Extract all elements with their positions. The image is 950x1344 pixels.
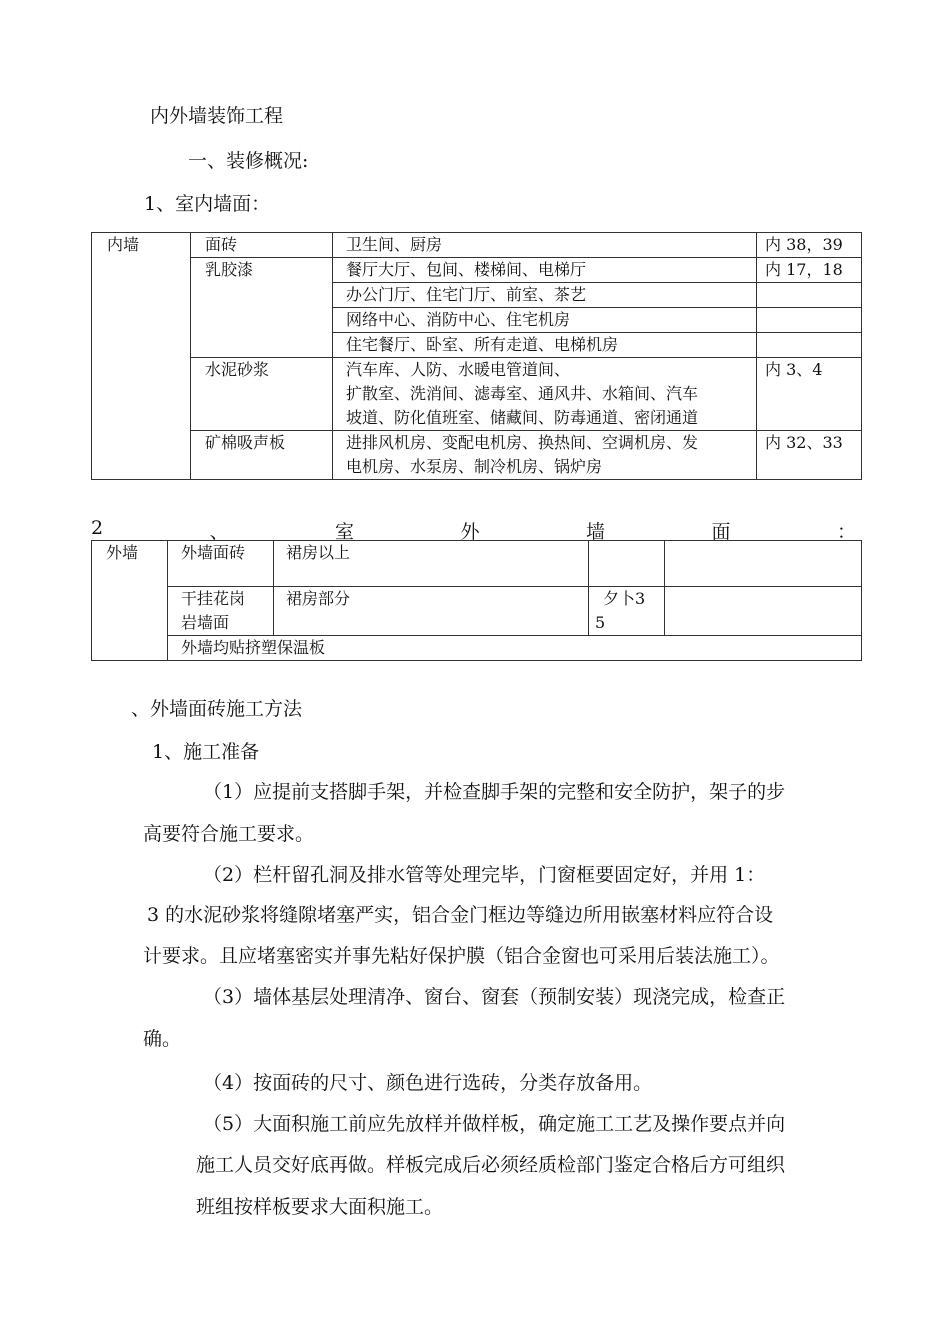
category-cell: 内墙 bbox=[92, 233, 191, 480]
paragraph-line: 高要符合施工要求。 bbox=[143, 823, 315, 845]
document-title: 内外墙装饰工程 bbox=[150, 105, 284, 127]
location-line: 汽车库、人防、水暖电管道间、 bbox=[346, 360, 571, 379]
heading-char: 外 bbox=[460, 521, 480, 543]
heading-char: 、 bbox=[209, 521, 229, 543]
paragraph-line: 3 的水泥砂浆将缝隙堵塞严实，铝合金门框边等缝边所用嵌塞材料应符合设 bbox=[147, 904, 774, 926]
reference-cell: 内 32、33 bbox=[757, 431, 862, 480]
section-heading-method: 、外墙面砖施工方法 bbox=[131, 698, 303, 720]
location-cell: 卫生间、厨房 bbox=[333, 233, 757, 258]
reference-cell bbox=[757, 333, 862, 358]
reference-line: 夕卜3 bbox=[603, 589, 646, 608]
reference-cell bbox=[589, 541, 665, 587]
location-cell: 裙房以上 bbox=[274, 541, 589, 587]
heading-char: 2 bbox=[91, 517, 104, 539]
paragraph-line: 确。 bbox=[143, 1028, 182, 1050]
material-cell: 乳胶漆 bbox=[191, 258, 333, 358]
location-cell: 餐厅大厅、包间、楼梯间、电梯厅 bbox=[333, 258, 757, 283]
location-line: 扩散室、洗消间、滤毒室、通风井、水箱间、汽车 bbox=[346, 384, 699, 403]
reference-line: 5 bbox=[595, 613, 606, 632]
material-cell: 外墙面砖 bbox=[168, 541, 274, 587]
reference-cell bbox=[757, 308, 862, 333]
location-cell: 网络中心、消防中心、住宅机房 bbox=[333, 308, 757, 333]
extra-cell bbox=[665, 587, 862, 636]
location-cell bbox=[333, 431, 757, 480]
reference-cell: 内 38，39 bbox=[757, 233, 862, 258]
paragraph-line: 计要求。且应堵塞密实并事先粘好保护膜（铝合金窗也可采用后装法施工）。 bbox=[143, 945, 780, 967]
location-line: 坡道、防化值班室、储藏间、防毒通道、密闭通道 bbox=[346, 408, 699, 427]
location-cell: 住宅餐厅、卧室、所有走道、电梯机房 bbox=[333, 333, 757, 358]
location-line: 电机房、水泵房、制冷机房、锅炉房 bbox=[346, 457, 603, 476]
section-heading-overview: 一、装修概况: bbox=[188, 150, 309, 172]
paragraph-line: （3）墙体基层处理清净、窗台、窗套（预制安装）现浇完成，检查正 bbox=[203, 986, 786, 1008]
category-cell: 外墙 bbox=[92, 541, 168, 661]
heading-char: 面 bbox=[711, 521, 731, 543]
material-cell: 水泥砂浆 bbox=[191, 358, 333, 431]
table-row bbox=[92, 258, 862, 283]
note-cell: 外墙均贴挤塑保温板 bbox=[168, 636, 862, 661]
reference-cell bbox=[757, 283, 862, 308]
subheading-interior-walls: 1、室内墙面： bbox=[144, 193, 271, 215]
table-row bbox=[92, 636, 862, 661]
paragraph-line: （5）大面积施工前应先放样并做样板，确定施工工艺及操作要点并向 bbox=[203, 1113, 786, 1135]
material-line: 干挂花岗 bbox=[181, 589, 246, 608]
location-cell bbox=[333, 358, 757, 431]
material-cell: 面砖 bbox=[191, 233, 333, 258]
location-cell: 裙房部分 bbox=[274, 587, 589, 636]
subheading-preparation: 1、施工准备 bbox=[152, 741, 260, 763]
table-row bbox=[92, 233, 862, 258]
table-row bbox=[92, 431, 862, 480]
paragraph-line: （2）栏杆留孔洞及排水管等处理完毕，门窗框要固定好，并用 1： bbox=[203, 864, 766, 886]
heading-char: 室 bbox=[335, 521, 355, 543]
reference-cell: 内 3、4 bbox=[757, 358, 862, 431]
interior-wall-table bbox=[91, 232, 862, 480]
material-cell: 矿棉吸声板 bbox=[191, 431, 333, 480]
heading-char: 墙 bbox=[586, 521, 606, 543]
paragraph-line: 施工人员交好底再做。样板完成后必须经质检部门鉴定合格后方可组织 bbox=[196, 1154, 786, 1176]
paragraph-line: （4）按面砖的尺寸、颜色进行选砖，分类存放备用。 bbox=[203, 1072, 653, 1094]
exterior-wall-table bbox=[91, 540, 862, 661]
table-row bbox=[92, 358, 862, 431]
heading-char: ： bbox=[836, 521, 856, 543]
paragraph-line: 班组按样板要求大面积施工。 bbox=[196, 1196, 444, 1218]
material-line: 岩墙面 bbox=[181, 613, 230, 632]
location-cell: 办公门厅、住宅门厅、前室、茶艺 bbox=[333, 283, 757, 308]
table-row bbox=[92, 541, 862, 587]
extra-cell bbox=[665, 541, 862, 587]
reference-cell: 内 17，18 bbox=[757, 258, 862, 283]
paragraph-line: （1）应提前支搭脚手架，并检查脚手架的完整和安全防护，架子的步 bbox=[203, 781, 786, 803]
material-cell bbox=[168, 587, 274, 636]
table-row bbox=[92, 587, 862, 636]
location-line: 进排风机房、变配电机房、换热间、空调机房、发 bbox=[346, 433, 699, 452]
reference-cell bbox=[589, 587, 665, 636]
